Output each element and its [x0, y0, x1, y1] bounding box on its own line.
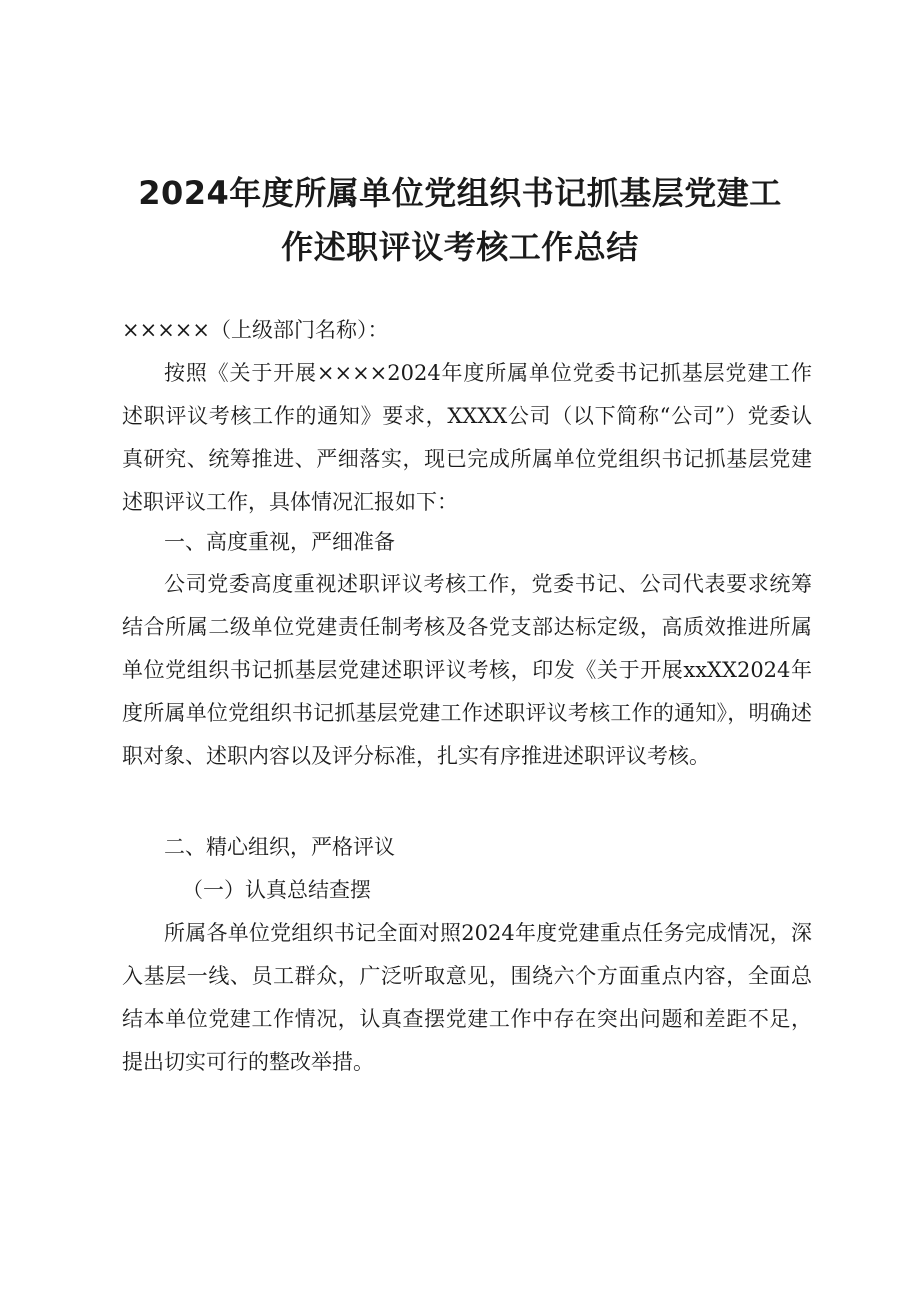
document-title-line-1: 2024年度所属单位党组织书记抓基层党建工	[138, 174, 782, 212]
section-heading-2: 二、精心组织，严格评议	[164, 835, 395, 859]
salutation: ×××××（上级部门名称）：	[122, 318, 389, 342]
intro-paragraph: 按照《关于开展××××2024年度所属单位党委书记抓基层党建工作述职评议考核工作的通知》要求，XXXX公司（以下简称“公司”）党委认真研究、统筹推进、严细落实，现已完成所属单位党组织书记抓基层党建述职评议工作，具体情况汇报如下：	[122, 361, 812, 514]
subsection-heading-1: （一）认真总结查摆	[182, 878, 371, 902]
subsection-1-paragraph: 所属各单位党组织书记全面对照2024年度党建重点任务完成情况，深入基层一线、员工群众，广泛听取意见，围绕六个方面重点内容，全面总结本单位党建工作情况，认真查摆党建工作中存在突出问题和差距不足，提出切实可行的整改举措。	[122, 921, 812, 1074]
document-title-line-2: 作述职评议考核工作总结	[281, 228, 639, 266]
section-heading-1: 一、高度重视，严细准备	[164, 530, 395, 554]
section-1-paragraph: 公司党委高度重视述职评议考核工作，党委书记、公司代表要求统筹结合所属二级单位党建责任制考核及各党支部达标定级，高质效推进所属单位党组织书记抓基层党建述职评议考核，印发《关于开展xxXX2024年度所属单位党组织书记抓基层党建工作述职评议考核工作的通知》，明确述职对象、述职内容以及评分标准，扎实有序推进述职评议考核。	[122, 572, 812, 768]
